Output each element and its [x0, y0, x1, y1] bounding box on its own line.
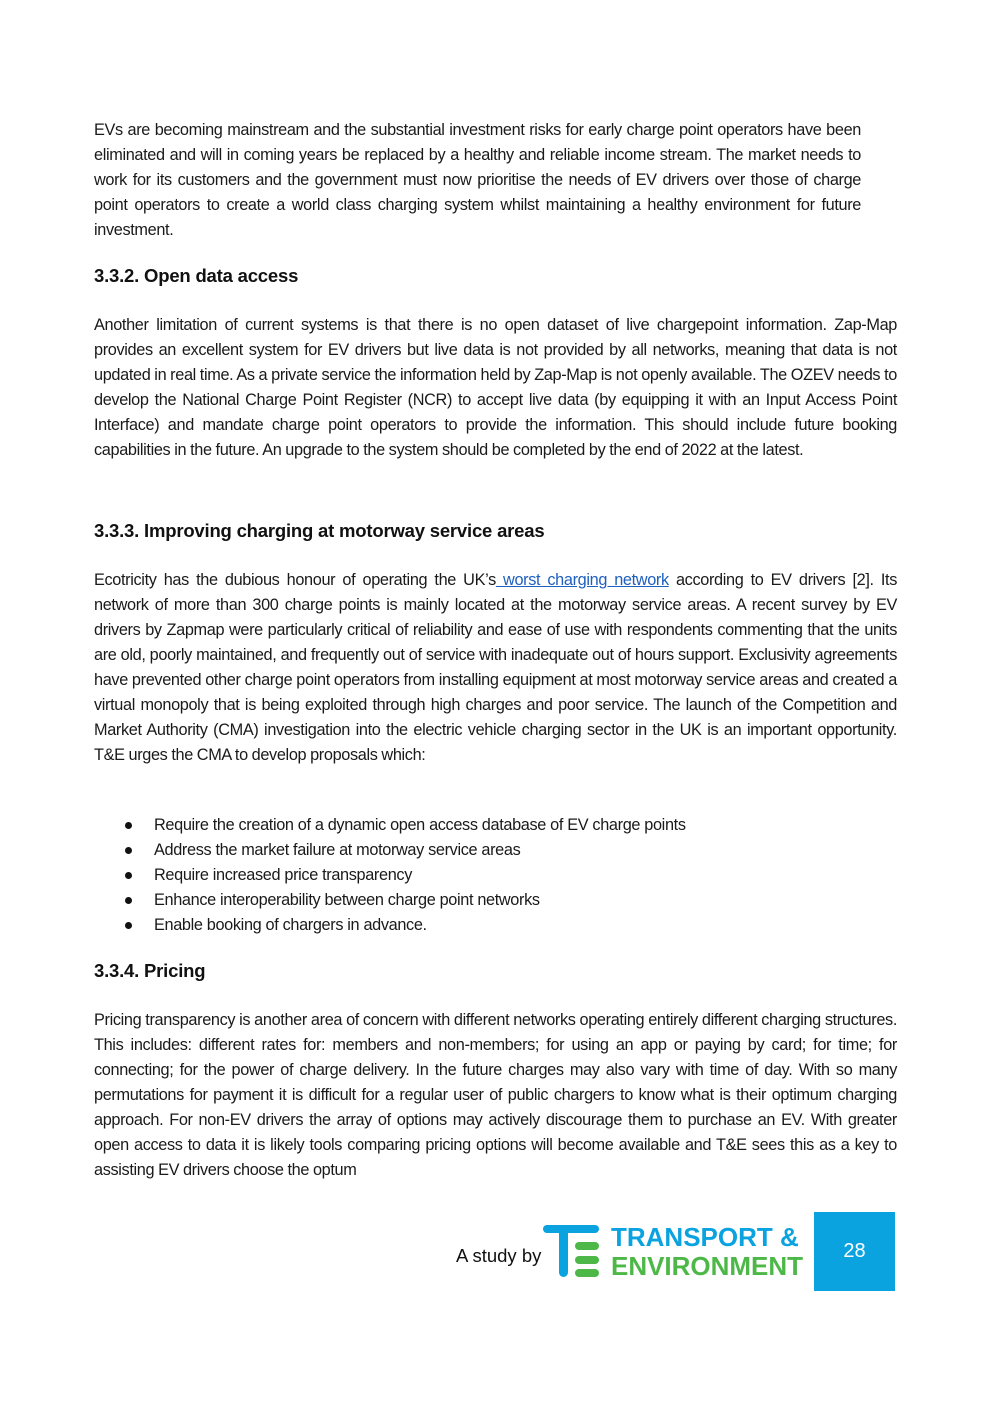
paragraph-open-data: Another limitation of current systems is that there is no open dataset of live chargepoint information. Zap-Map provides an excellent system for EV drivers but live data is not provided by all networks, meaning that data is not updated in real time. As a private service the information held by Zap-Map is not openly available. The OZEV needs to develop the National Charge Point Register (NCR) to accept live data (by equipping it with an Input Access Point Interface) and mandate charge point operators to provide the information. This should include future booking capabilities in the future. An upgrade to the system should be completed by the end of 2022 at the latest. [94, 316, 897, 459]
svg-text:TRANSPORT &: TRANSPORT & [611, 1222, 799, 1252]
list-item: Enable booking of chargers in advance. [94, 913, 686, 938]
heading-pricing: 3.3.4. Pricing [94, 960, 206, 981]
paragraph-pricing: Pricing transparency is another area of concern with different networks operating entirely different charging structures. This includes: different rates for: members and non-members; for using an app or paying by card; for time; for connecting; for the power of charge delivery. In the future charges may also vary with time of day. With so many permutations for payment it is difficult for a regular user of public chargers to know what is their optimum charging approach. For non-EV drivers the array of options may actively discourage them to purchase an EV. With greater open access to data it is likely tools comparing pricing options will become available and T&E sees this as a key to assisting EV drivers choose the optum [94, 1011, 897, 1179]
list-item: Enhance interoperability between charge point networks [94, 888, 686, 913]
heading-open-data-access: 3.3.2. Open data access [94, 265, 299, 286]
bullet-icon [125, 872, 132, 879]
bullet-icon [125, 922, 132, 929]
bullet-icon [125, 897, 132, 904]
page-number: 28 [843, 1240, 866, 1262]
study-by-label: A study by [456, 1245, 542, 1266]
heading-motorway-service-areas: 3.3.3. Improving charging at motorway service areas [94, 520, 545, 541]
bullet-icon [125, 822, 132, 829]
worst-charging-network-link[interactable]: worst charging network [495, 571, 669, 589]
paragraph-intro: EVs are becoming mainstream and the substantial investment risks for early charge point operators have been eliminated and will in coming years be replaced by a healthy and reliable income stream. The market needs to work for its customers and the government must now prioritise the needs of EV drivers over those of charge point operators to create a world class charging system whilst maintaining a healthy environment for future investment. [94, 121, 861, 239]
bullet-icon [125, 847, 132, 854]
svg-text:ENVIRONMENT: ENVIRONMENT [611, 1251, 804, 1280]
transport-environment-logo [541, 1222, 806, 1280]
motorway-text-start: Ecotricity has the dubious honour of operating the UK’s [94, 571, 496, 589]
list-item: Require increased price transparency [94, 863, 686, 888]
page-footer [0, 1212, 993, 1292]
page-number-badge [814, 1212, 895, 1291]
paragraph-motorway [94, 568, 897, 768]
proposals-list [94, 813, 686, 938]
list-item: Address the market failure at motorway service areas [94, 838, 686, 863]
motorway-text-rest: according to EV drivers [2]. Its network of more than 300 charge points is mainly located at the motorway service areas. A recent survey by EV drivers by Zapmap were particularly critical of reliability and ease of use with respondents commenting that the units are old, poorly maintained, and frequently out of service with inadequate out of hours support. Exclusivity agreements have prevented other charge point operators from installing equipment at most motorway service areas and created a virtual monopoly that is being exploited through high charges and poor service. The launch of the Competition and Market Authority (CMA) investigation into the electric vehicle charging sector in the UK is an important opportunity. T&E urges the CMA to develop proposals which: [94, 571, 897, 764]
list-item: Require the creation of a dynamic open access database of EV charge points [94, 813, 686, 838]
